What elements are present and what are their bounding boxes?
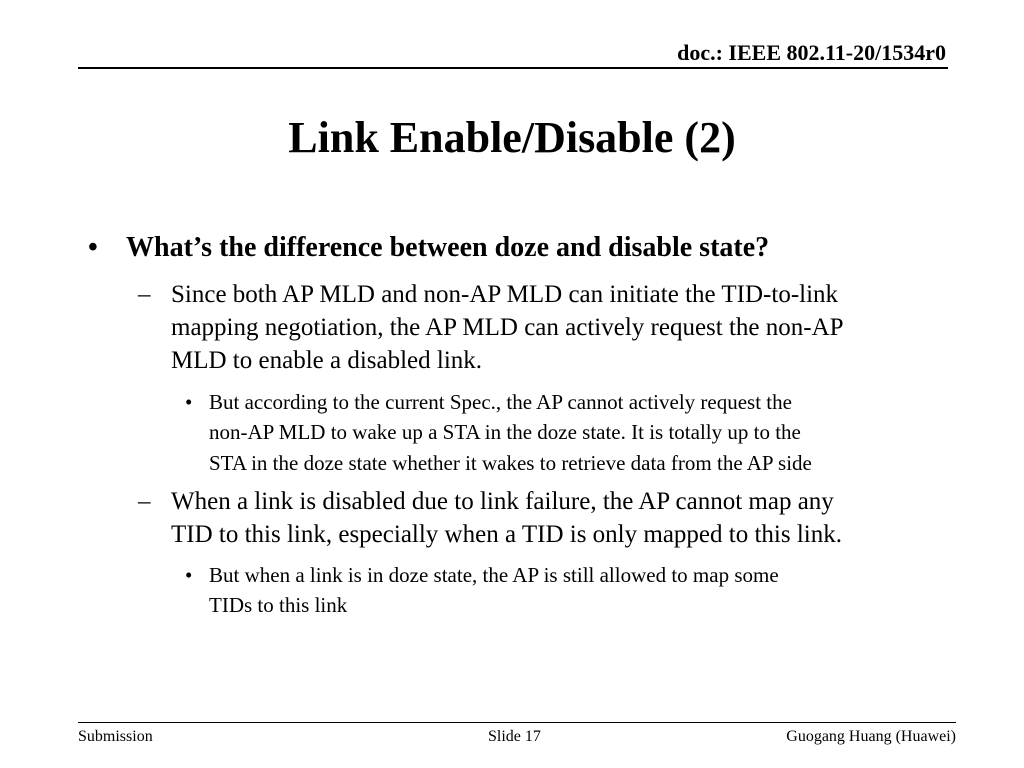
bullet-text: Since both AP MLD and non-AP MLD can initiate the TID-to-link xyxy=(171,281,839,308)
bullet-marker: • xyxy=(185,563,193,587)
bullet-text: STA in the doze state whether it wakes to retrieve data from the AP side xyxy=(209,451,812,475)
bullet-text: TIDs to this link xyxy=(209,593,348,617)
footer-divider xyxy=(78,722,956,723)
bullet-text: non-AP MLD to wake up a STA in the doze state. It is totally up to the xyxy=(209,420,801,444)
bullet-text: But according to the current Spec., the AP cannot actively request the xyxy=(209,390,792,414)
footer-submission: Submission xyxy=(78,728,153,745)
bullet-text: But when a link is in doze state, the AP is still allowed to map some xyxy=(209,563,779,587)
dash-marker: – xyxy=(138,488,151,515)
header-divider xyxy=(78,67,948,69)
bullet-text: mapping negotiation, the AP MLD can actively request the non-AP xyxy=(171,314,844,341)
bullet-text: TID to this link, especially when a TID is only mapped to this link. xyxy=(171,521,842,548)
bullet-marker: • xyxy=(88,232,98,263)
document-id: doc.: IEEE 802.11-20/1534r0 xyxy=(677,40,946,65)
bullet-text: MLD to enable a disabled link. xyxy=(171,347,483,374)
bullet-text: What’s the difference between doze and disable state? xyxy=(126,232,770,263)
bullet-text: When a link is disabled due to link failure, the AP cannot map any xyxy=(171,488,834,515)
slide-title: Link Enable/Disable (2) xyxy=(288,113,736,162)
dash-marker: – xyxy=(138,281,151,308)
footer-author: Guogang Huang (Huawei) xyxy=(786,728,956,745)
slide-number: Slide 17 xyxy=(488,728,541,745)
bullet-marker: • xyxy=(185,390,193,414)
